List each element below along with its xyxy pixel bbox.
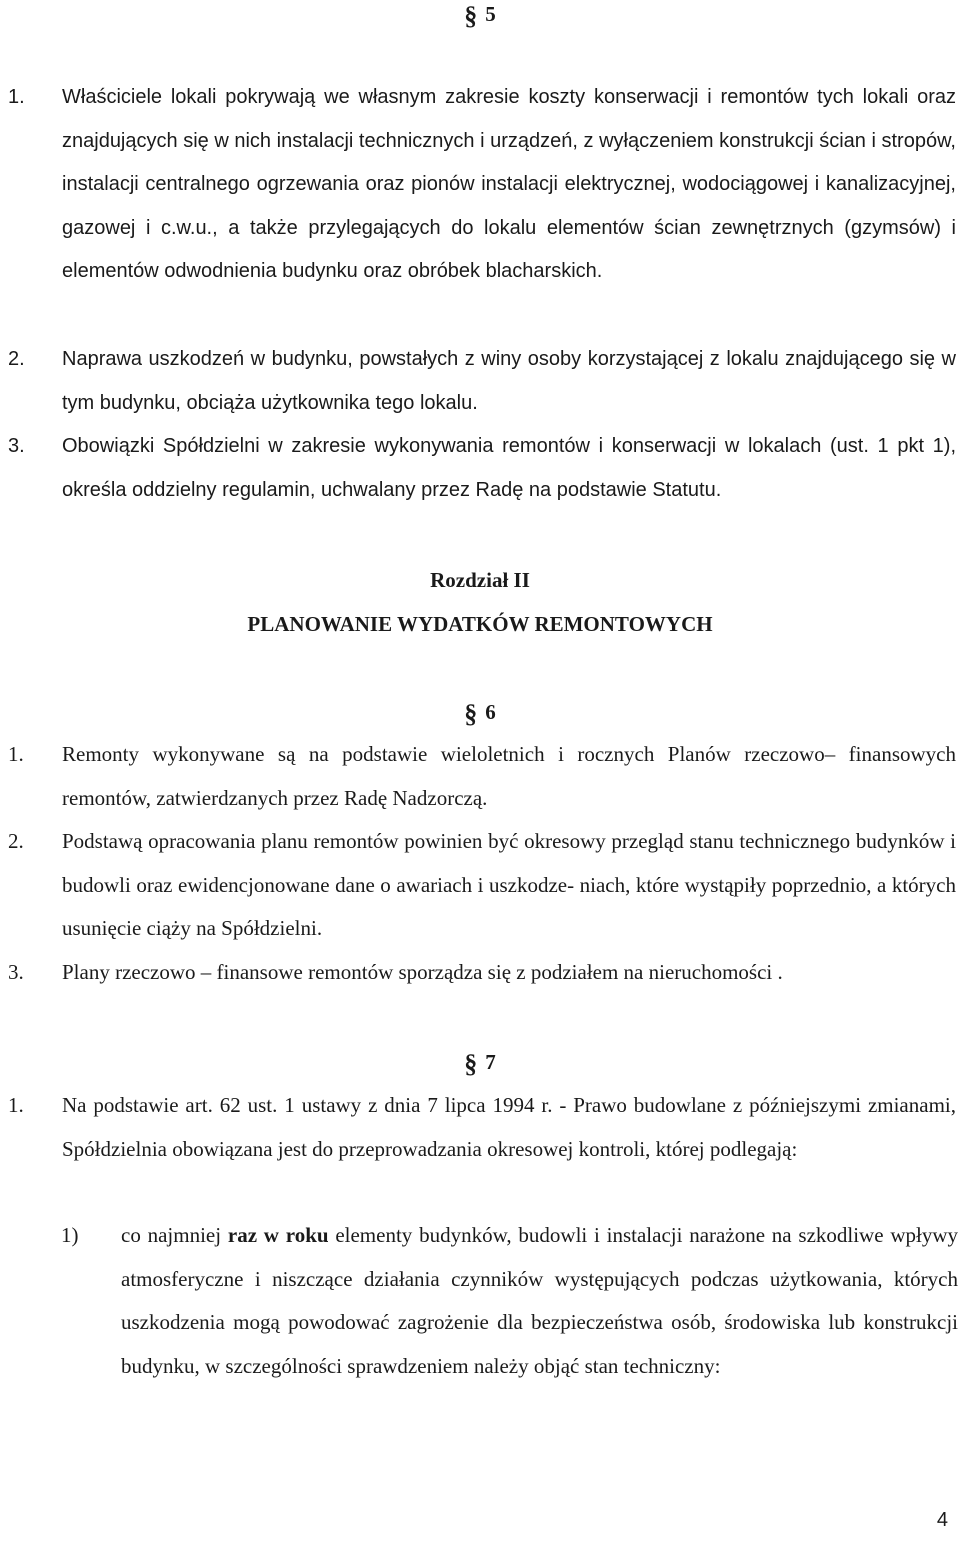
sub-item-text-part: elementy budynków, budowli i instalacji narażone na szkodliwe wpływy atmosferyczne i niszczące działania czynników występujących podczas użytkowania, których uszkodzenia mogą powodować zagrożenie dla bezpieczeństwa osób, środowiska lub konstrukcji budynku, w szczególności sprawdzeniem należy objąć stan techniczny: xyxy=(121,1223,958,1378)
section-heading-5 xyxy=(0,2,960,28)
item-number: 1. xyxy=(8,742,24,766)
s6-item-1 xyxy=(8,733,956,820)
item-text: Właściciele lokali pokrywają we własnym zakresie koszty konserwacji i remontów tych lokali oraz znajdujących się w nich instalacji technicznych i urządzeń, z wyłączeniem konstrukcji ścian i stropów, instalacji centralnego ogrzewania oraz pionów instalacji elektrycznej, wodociągowej i kanalizacyjnej, gazowej i c.w.u., a także przylegających do lokalu elementów ścian zewnętrznych (gzymsów) i elementów odwodnienia budynku oraz obróbek blacharskich. xyxy=(62,86,956,282)
section-heading-6 xyxy=(0,700,960,726)
item-number: 1. xyxy=(8,1093,24,1117)
item-number: 3. xyxy=(8,435,25,457)
s7-sub-item-1 xyxy=(61,1214,958,1388)
item-number: 1. xyxy=(8,86,25,108)
item-number: 2. xyxy=(8,348,25,370)
paragraph-sign-icon: § xyxy=(464,1,478,30)
item-number: 2. xyxy=(8,829,24,853)
s5-item-2 xyxy=(8,338,956,425)
item-number: 3. xyxy=(8,960,24,984)
paragraph-sign-icon: § xyxy=(464,699,478,728)
item-text: Remonty wykonywane są na podstawie wieloletnich i rocznych Planów rzeczowo– finansowych remontów, zatwierdzanych przez Radę Nadzorczą. xyxy=(62,742,956,810)
sub-item-text xyxy=(121,1214,958,1388)
page-number: 4 xyxy=(936,1509,948,1531)
chapter-label: Rozdział II xyxy=(430,568,530,592)
sub-item-text-part: co najmniej xyxy=(121,1223,228,1247)
s6-item-3 xyxy=(8,951,956,995)
item-text: Obowiązki Spółdzielni w zakresie wykonywania remontów i konserwacji w lokalach (ust. 1 pkt 1), określa oddzielny regulamin, uchwalany przez Radę na podstawie Statutu. xyxy=(62,435,956,501)
chapter-title: PLANOWANIE WYDATKÓW REMONTOWYCH xyxy=(247,612,713,636)
section-number: 7 xyxy=(485,1050,496,1074)
item-text: Plany rzeczowo – finansowe remontów sporządza się z podziałem na nieruchomości . xyxy=(62,960,783,984)
s6-item-2 xyxy=(8,820,956,951)
section-number: 6 xyxy=(485,700,496,724)
s7-item-1 xyxy=(8,1084,956,1171)
sub-item-number: 1) xyxy=(61,1223,79,1247)
section-heading-7 xyxy=(0,1050,960,1076)
section-number: 5 xyxy=(485,2,496,26)
paragraph-sign-icon: § xyxy=(464,1049,478,1078)
item-text: Podstawą opracowania planu remontów powinien być okresowy przegląd stanu technicznego budynków i budowli oraz ewidencjonowane dane o awariach i uszkodze- niach, które wystąpiły poprzednio, a których usunięcie ciąży na Spółdzielni. xyxy=(62,829,956,940)
s5-item-1 xyxy=(8,76,956,294)
item-text: Na podstawie art. 62 ust. 1 ustawy z dnia 7 lipca 1994 r. - Prawo budowlane z późniejszymi zmianami, Spółdzielnia obowiązana jest do przeprowadzania okresowej kontroli, której podlegają: xyxy=(62,1093,956,1161)
item-text: Naprawa uszkodzeń w budynku, powstałych z winy osoby korzystającej z lokalu znajdującego się w tym budynku, obciąża użytkownika tego lokalu. xyxy=(62,348,956,414)
sub-item-text-emphasis: raz w roku xyxy=(227,1223,329,1247)
s5-item-3 xyxy=(8,425,956,512)
